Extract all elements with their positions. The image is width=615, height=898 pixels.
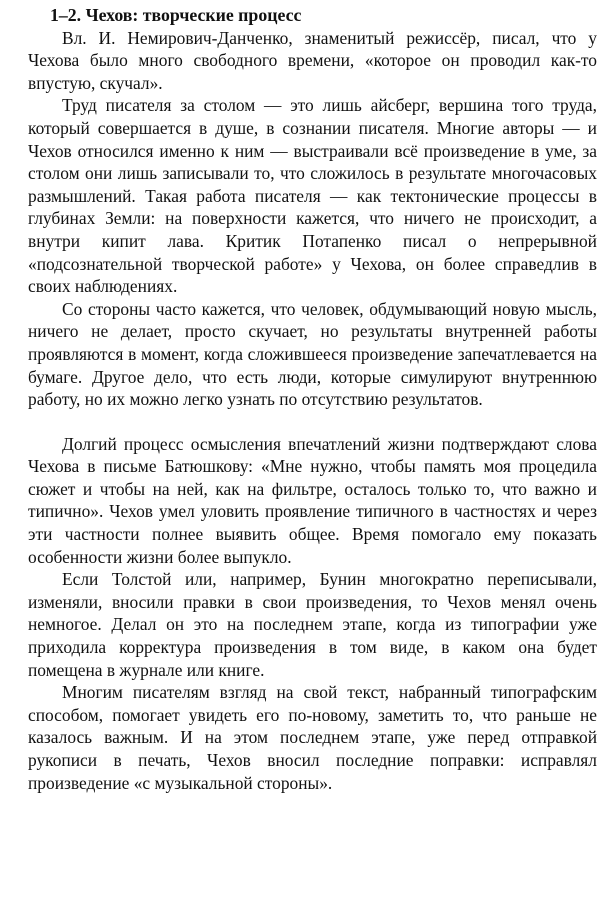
paragraph-5: Если Толстой или, например, Бунин многократно переписывали, изменяли, вносили правки в свои произведения, то Чехов менял очень немногое. Делал он это на последнем этапе, когда из типографии уже приходила корректура произведения в том виде, в каком она будет помещена в журнале или книге. [28,569,597,680]
paragraph-3: Со стороны часто кажется, что человек, обдумывающий новую мысль, ничего не делает, просто скучает, но результаты внутренней работы проявляются в момент, когда сложившееся произведение запечатлевается на бумаге. Другое дело, что есть люди, которые симулируют внутреннюю работу, но их можно легко узнать по отсутствию результатов. [28,298,597,410]
paragraph-1: Вл. И. Немирович-Данченко, знаменитый режиссёр, писал, что у Чехова было много свободного времени, «которое он проводил как-то впустую, скучал». [28,27,597,93]
paragraph-2: Труд писателя за столом — это лишь айсберг, вершина того труда, который совершается в душе, в сознании писателя. Многие авторы — и Чехов относился именно к ним — выстраивали всё произведение в уме, за столом они лишь записывали то, что сложилось в результате многочасовых размышлений. Такая работа писателя — как тектонические процессы в глубинах Земли: на поверхности кажется, что ничего не происходит, а внутри кипит лава. Критик Потапенко писал о непрерывной «подсознательной творческой работе» у Чехова, он более справедлив в своих наблюдениях. [28,95,597,297]
document-title: 1–2. Чехов: творческие процесс [50,5,302,25]
paragraph-6: Многим писателям взгляд на свой текст, набранный типографским способом, помогает увидеть его по-новому, заметить то, что раньше не казалось важным. И на этом последнем этапе, уже перед отправкой рукописи в печать, Чехов вносил последние поправки: исправлял произведение «с музыкальной стороны». [28,682,597,793]
section-gap [28,411,597,433]
paragraph-4: Долгий процесс осмысления впечатлений жизни подтверждают слова Чехова в письме Батюшкову: «Мне нужно, чтобы память моя процедила сюжет и чтобы на ней, как на фильтре, осталось только то, что важно и типично». Чехов умел уловить проявление типичного в частностях и через эти частности полнее выявить общее. Время помогало ему показать особенности жизни более выпукло. [28,433,597,567]
